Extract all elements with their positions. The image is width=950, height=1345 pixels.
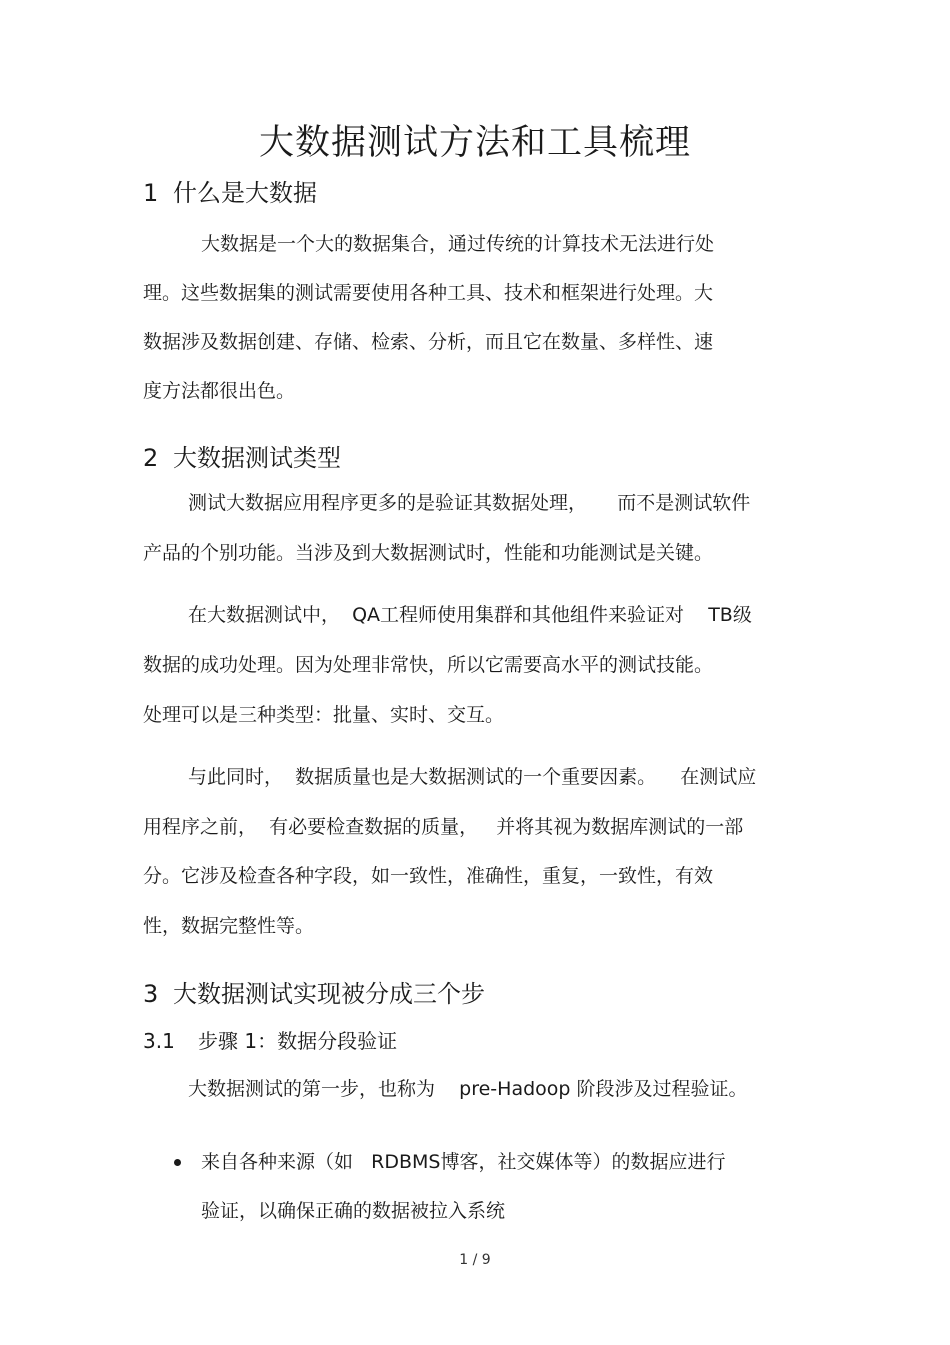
paragraph-line: 大数据测试的第一步，也称为 pre-Hadoop 阶段涉及过程验证。 (188, 1078, 748, 1100)
paragraph-line: 理。这些数据集的测试需要使用各种工具、技术和框架进行处理。大 (143, 282, 714, 304)
paragraph-line: 性，数据完整性等。 (143, 915, 315, 937)
bullet-line: 验证，以确保正确的数据被拉入系统 (201, 1200, 506, 1222)
section-3-heading (143, 977, 485, 1011)
paragraph-line: 在大数据测试中， QA工程师使用集群和其他组件来验证对 TB级 (188, 604, 752, 626)
bullet-line: 来自各种来源（如 RDBMS博客，社交媒体等）的数据应进行 (201, 1151, 726, 1173)
subsection-title: 步骤 1：数据分段验证 (198, 1029, 398, 1053)
subsection-3-1-heading (143, 1026, 397, 1056)
page-number: 1 / 9 (459, 1252, 491, 1268)
paragraph-line: 大数据是一个大的数据集合，通过传统的计算技术无法进行处 (201, 233, 715, 255)
paragraph-line: 用程序之前， 有必要检查数据的质量， 并将其视为数据库测试的一部 (143, 816, 744, 838)
paragraph-line: 测试大数据应用程序更多的是验证其数据处理， 而不是测试软件 (188, 492, 751, 514)
subsection-number: 3.1 (143, 1029, 175, 1053)
paragraph-line: 处理可以是三种类型：批量、实时、交互。 (143, 704, 505, 726)
document-title: 大数据测试方法和工具梳理 (258, 123, 691, 163)
paragraph-line: 分。它涉及检查各种字段，如一致性，准确性，重复，一致性，有效 (143, 865, 714, 887)
paragraph-line: 度方法都很出色。 (143, 380, 296, 402)
section-number: 2 (143, 444, 159, 472)
section-number: 1 (143, 179, 159, 207)
section-title: 大数据测试类型 (173, 444, 341, 472)
section-title: 大数据测试实现被分成三个步 (173, 980, 485, 1008)
paragraph-line: 与此同时， 数据质量也是大数据测试的一个重要因素。 在测试应 (188, 766, 757, 788)
paragraph-line: 数据的成功处理。因为处理非常快，所以它需要高水平的测试技能。 (143, 654, 714, 676)
section-title: 什么是大数据 (173, 179, 317, 207)
section-number: 3 (143, 980, 159, 1008)
section-2-heading (143, 441, 341, 475)
bullet-dot-icon (174, 1159, 181, 1166)
paragraph-line: 产品的个别功能。当涉及到大数据测试时，性能和功能测试是关键。 (143, 542, 714, 564)
section-1-heading (143, 176, 317, 210)
paragraph-line: 数据涉及数据创建、存储、检索、分析，而且它在数量、多样性、速 (143, 331, 714, 353)
